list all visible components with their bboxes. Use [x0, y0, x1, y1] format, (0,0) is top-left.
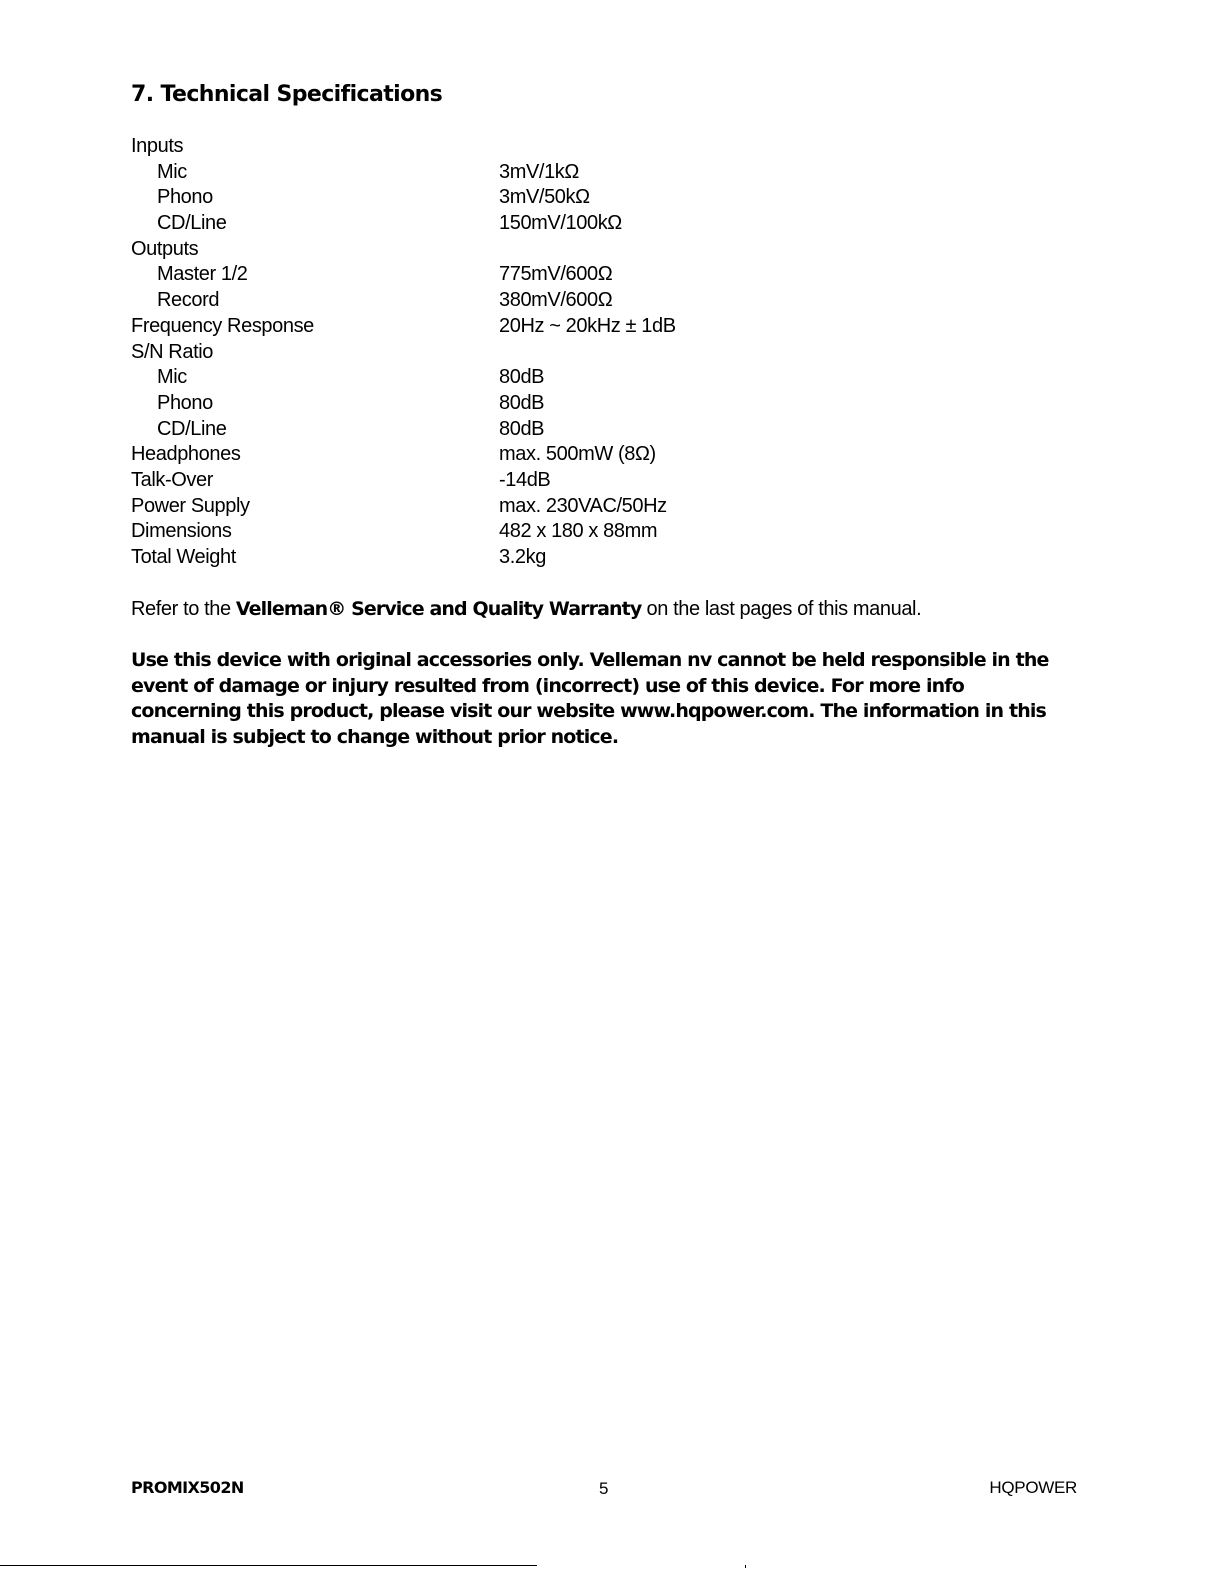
- spec-value: 20Hz ~ 20kHz ± 1dB: [499, 314, 676, 337]
- spec-value: 380mV/600Ω: [499, 289, 613, 312]
- spec-value: 80dB: [499, 417, 545, 440]
- spec-row: [131, 519, 1031, 545]
- spec-label: Power Supply: [131, 494, 250, 517]
- page-footer: [131, 1478, 1077, 1502]
- spec-value: max. 500mW (8Ω): [499, 443, 656, 466]
- spec-row: [131, 237, 1031, 263]
- warranty-reference: [131, 596, 1091, 622]
- footer-model: PROMIX502N: [131, 1478, 244, 1497]
- section-heading: 7. Technical Specifications: [131, 82, 443, 107]
- spec-value: [499, 134, 1031, 160]
- usage-notice: Use this device with original accessories only. Velleman nv cannot be held responsible in the event of damage or injury resulted from (incorrect) use of this device. For more info concerning this product, please visit our website www.hqpower.com. The information in this manual is subject to change without prior notice.: [131, 649, 1049, 749]
- bottom-divider-mark: [745, 1565, 746, 1568]
- spec-row: [131, 314, 1031, 340]
- spec-row: [131, 160, 1031, 186]
- warranty-reference-title: Velleman® Service and Quality Warranty: [235, 598, 642, 620]
- spec-row: [131, 185, 1031, 211]
- spec-row: [131, 468, 1031, 494]
- spec-row: [131, 494, 1031, 520]
- footer-brand: HQPOWER: [989, 1478, 1077, 1497]
- spec-label: Phono: [157, 391, 213, 414]
- spec-table: [131, 134, 1031, 571]
- spec-label: Outputs: [131, 237, 199, 260]
- spec-label: S/N Ratio: [131, 340, 213, 363]
- spec-label: Phono: [157, 186, 213, 209]
- spec-value: 150mV/100kΩ: [499, 212, 622, 235]
- warranty-reference-prefix: Refer to the: [131, 598, 236, 620]
- spec-label: Frequency Response: [131, 314, 314, 337]
- spec-label: CD/Line: [157, 212, 227, 235]
- spec-label: Headphones: [131, 443, 241, 466]
- spec-label: Inputs: [131, 135, 184, 157]
- footer-page-number: 5: [599, 1479, 609, 1498]
- spec-row: [131, 391, 1031, 417]
- spec-value: [499, 237, 1031, 263]
- spec-value: 3.2kg: [499, 546, 546, 568]
- spec-label: Mic: [157, 366, 187, 389]
- spec-value: 80dB: [499, 391, 545, 414]
- spec-value: 3mV/1kΩ: [499, 160, 579, 183]
- spec-row: [131, 417, 1031, 443]
- spec-row: [131, 340, 1031, 366]
- spec-label: Total Weight: [131, 546, 236, 568]
- spec-row: [131, 365, 1031, 391]
- spec-value: max. 230VAC/50Hz: [499, 494, 667, 517]
- spec-label: Dimensions: [131, 520, 232, 543]
- spec-value: 482 x 180 x 88mm: [499, 520, 658, 543]
- warranty-reference-suffix: on the last pages of this manual.: [641, 598, 922, 620]
- spec-row: [131, 442, 1031, 468]
- spec-row: [131, 134, 1031, 160]
- spec-row: [131, 288, 1031, 314]
- spec-label: Master 1/2: [157, 263, 248, 286]
- spec-value: [499, 340, 1031, 366]
- spec-label: Talk-Over: [131, 468, 213, 491]
- spec-label: Record: [157, 289, 220, 312]
- spec-row: [131, 545, 1031, 571]
- spec-value: -14dB: [499, 468, 551, 491]
- spec-value: 3mV/50kΩ: [499, 186, 590, 209]
- spec-row: [131, 262, 1031, 288]
- spec-value: 775mV/600Ω: [499, 263, 613, 286]
- spec-label: CD/Line: [157, 417, 227, 440]
- spec-value: 80dB: [499, 366, 545, 389]
- spec-row: [131, 211, 1031, 237]
- spec-label: Mic: [157, 160, 187, 183]
- bottom-divider: [0, 1565, 537, 1566]
